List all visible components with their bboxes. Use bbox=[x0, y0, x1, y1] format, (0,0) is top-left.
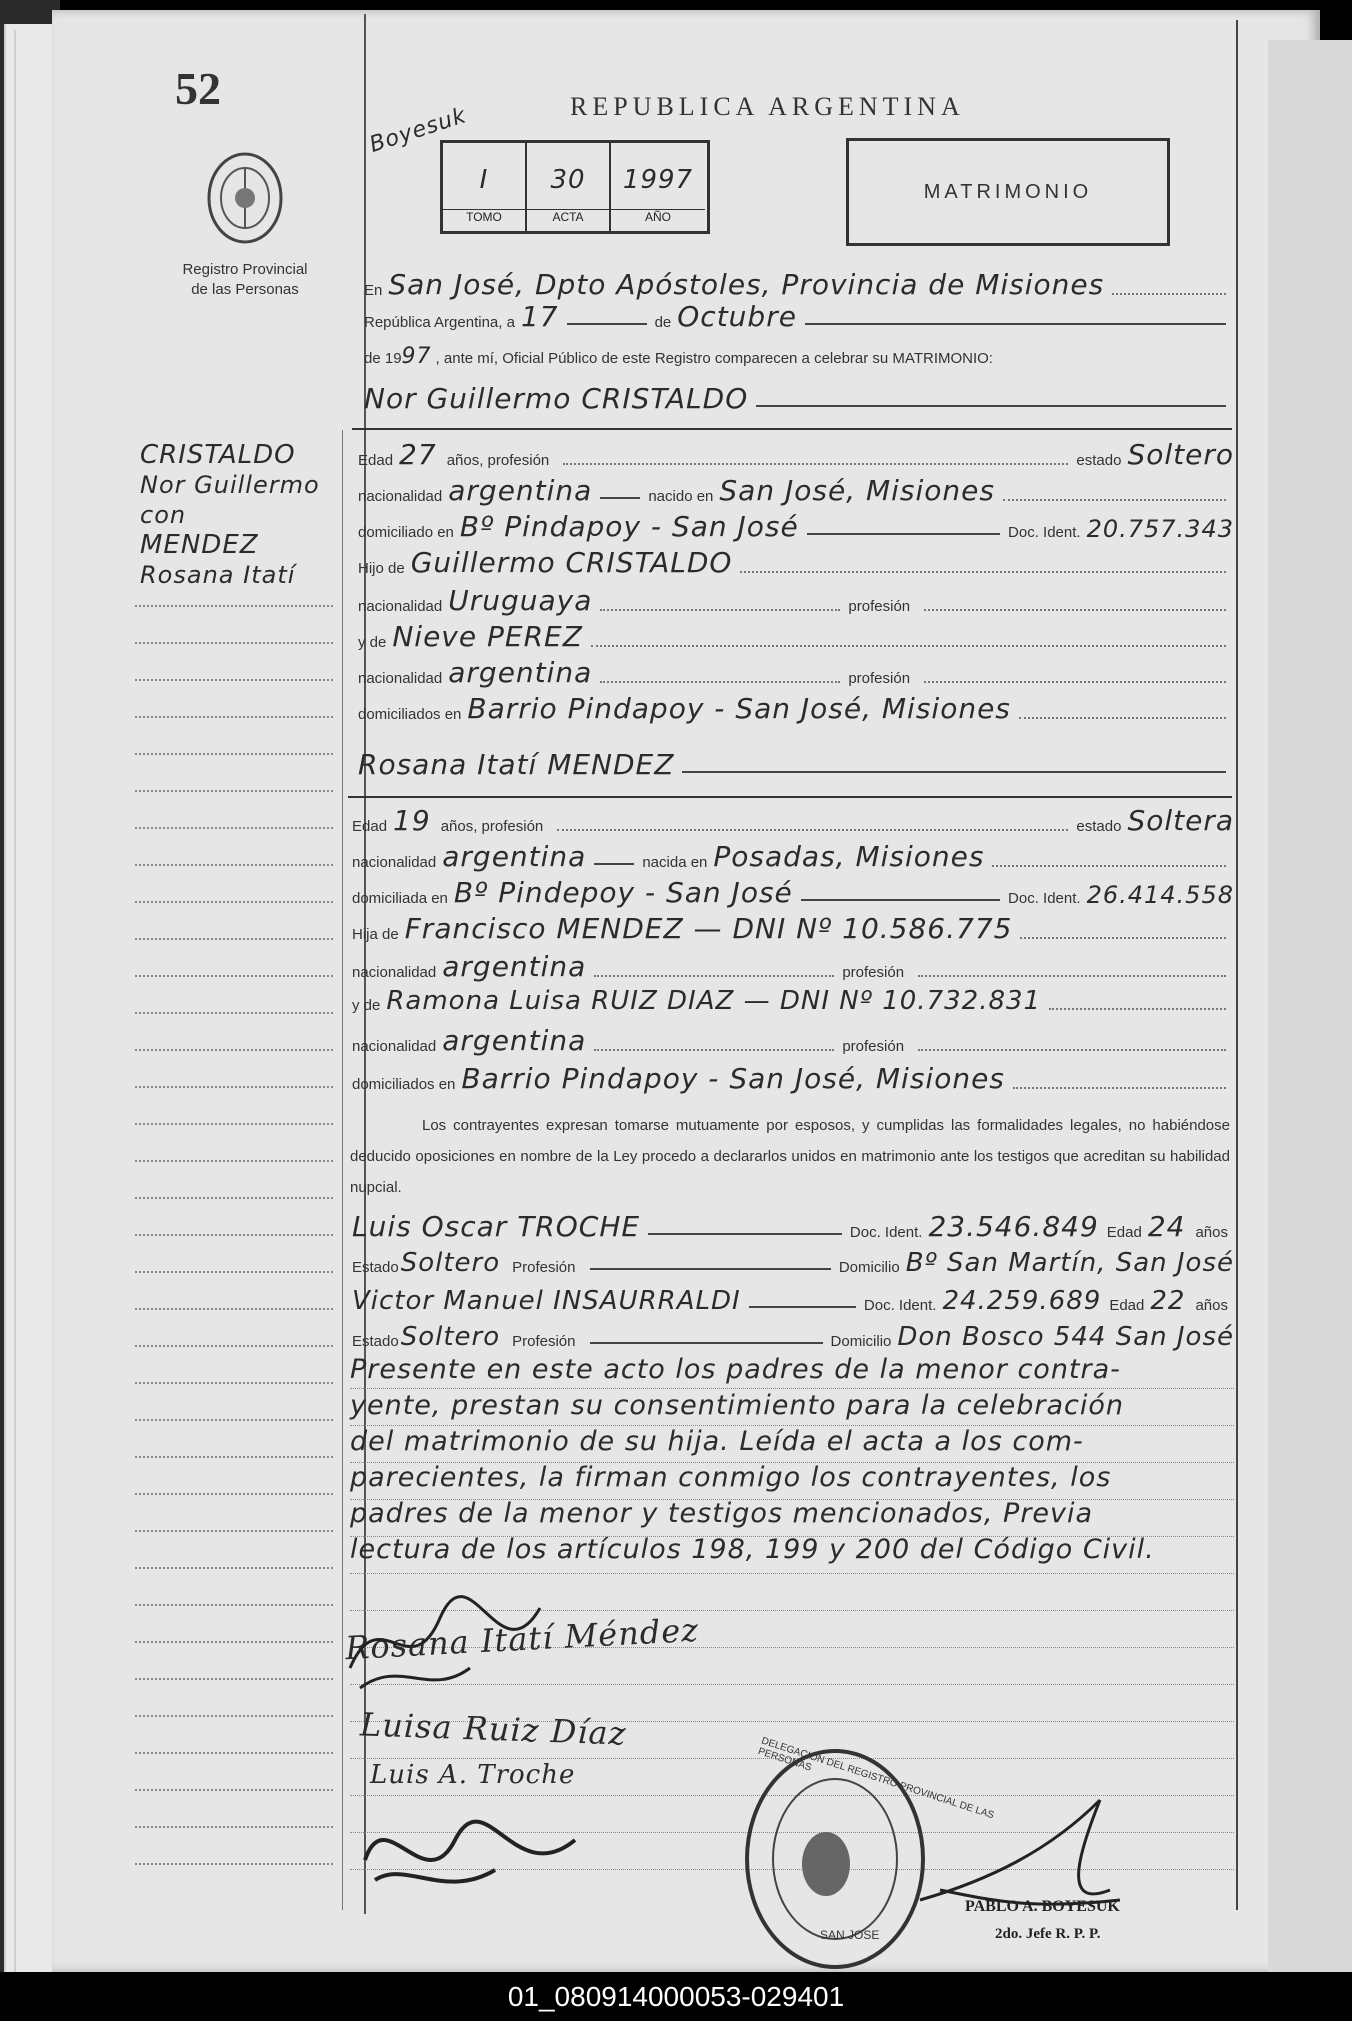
bride-parents-address: Barrio Pindapoy - San José, Misiones bbox=[461, 1062, 1005, 1095]
margin-ruled-line bbox=[135, 1419, 333, 1421]
label-edad: Edad bbox=[1106, 1224, 1142, 1241]
label-nacionalidad: nacionalidad bbox=[352, 964, 437, 981]
dotted-line bbox=[594, 975, 834, 977]
margin-ruled-line bbox=[135, 1456, 333, 1458]
marriage-month: Octubre bbox=[677, 300, 797, 333]
anio-label: AÑO bbox=[611, 209, 705, 224]
bride-address: Bº Pindepoy - San José bbox=[453, 876, 793, 909]
groom-father-row bbox=[358, 546, 1234, 579]
dotted-line bbox=[924, 609, 1226, 611]
bride-doc: 26.414.558 bbox=[1086, 881, 1234, 909]
dotted-line bbox=[557, 829, 1068, 831]
signature-bride: Rosana Itatí Méndez bbox=[344, 1610, 700, 1668]
intro-place-row bbox=[364, 268, 1234, 301]
margin-ruled-line bbox=[135, 605, 333, 607]
margin-ruled-line bbox=[135, 790, 333, 792]
witness2-doc: 24.259.689 bbox=[942, 1286, 1102, 1316]
margin-ruled-line bbox=[135, 1197, 333, 1199]
dotted-line bbox=[1112, 293, 1226, 295]
dotted-line bbox=[918, 1049, 1226, 1051]
witness1-row bbox=[352, 1210, 1234, 1243]
groom-mother-nationality: argentina bbox=[448, 656, 593, 689]
witness2-address: Don Bosco 544 San José bbox=[897, 1322, 1234, 1352]
note-line: Presente en este acto los padres de la menor contra- bbox=[350, 1354, 1121, 1385]
line bbox=[567, 323, 647, 325]
bride-address-row bbox=[352, 876, 1234, 909]
margin-ruled-line bbox=[135, 1678, 333, 1680]
groom-address-row bbox=[358, 510, 1234, 543]
margin-ruled-line bbox=[135, 1382, 333, 1384]
margin-ruled-line bbox=[135, 1604, 333, 1606]
margin-ruled-line bbox=[135, 1715, 333, 1717]
margin-ruled-line bbox=[135, 1271, 333, 1273]
margin-ruled-line bbox=[135, 1641, 333, 1643]
label-domiciliado: domiciliado en bbox=[358, 524, 454, 541]
intro-year-row bbox=[364, 344, 1234, 369]
intro-date-row bbox=[364, 300, 1234, 333]
label-domiciliados: domiciliados en bbox=[358, 706, 462, 723]
label-domiciliada: domiciliada en bbox=[352, 890, 448, 907]
line bbox=[801, 899, 1000, 901]
body-ruled-line bbox=[350, 1536, 1234, 1537]
officer-title: 2do. Jefe R. P. P. bbox=[995, 1926, 1101, 1942]
bride-mother-nat-row bbox=[352, 1024, 1234, 1057]
groom-name: Nor Guillermo CRISTALDO bbox=[364, 382, 749, 415]
margin-ruled-line bbox=[135, 716, 333, 718]
dotted-line bbox=[1049, 1008, 1226, 1010]
witness1-details-row bbox=[352, 1248, 1234, 1278]
line bbox=[590, 1342, 823, 1344]
witness2-name: Victor Manuel INSAURRALDI bbox=[352, 1286, 741, 1316]
bride-age-row bbox=[352, 804, 1234, 837]
dotted-line bbox=[740, 571, 1226, 573]
groom-nationality: argentina bbox=[448, 474, 593, 507]
label-year: de 19 bbox=[364, 350, 402, 367]
bride-father-row bbox=[352, 912, 1234, 945]
note-line: yente, prestan su consentimiento para la celebración bbox=[350, 1390, 1125, 1421]
margin-ruled-line bbox=[135, 938, 333, 940]
margin-ruled-line bbox=[135, 827, 333, 829]
line bbox=[807, 533, 1000, 535]
label-anos: años bbox=[1195, 1224, 1228, 1241]
tomo-label: TOMO bbox=[443, 209, 525, 224]
line bbox=[805, 323, 1226, 325]
groom-mother: Nieve PEREZ bbox=[392, 620, 583, 653]
label-profesion: Profesión bbox=[512, 1259, 576, 1276]
dotted-line bbox=[918, 975, 1226, 977]
note-line: padres de la menor y testigos mencionados, Previa bbox=[350, 1498, 1094, 1529]
groom-age-row bbox=[358, 438, 1234, 471]
groom-mother-nat-row bbox=[358, 656, 1234, 689]
acta-value: 30 bbox=[550, 165, 586, 195]
registry-line2: de las Personas bbox=[191, 281, 299, 298]
margin-note-line: Nor Guillermo bbox=[140, 471, 320, 499]
label-hijo-de: Hijo de bbox=[358, 560, 405, 577]
acta-label: ACTA bbox=[527, 209, 609, 224]
label-anos: años bbox=[1195, 1297, 1228, 1314]
label-edad: Edad bbox=[358, 452, 394, 469]
label-profesion: Profesión bbox=[512, 1333, 576, 1350]
groom-birthplace: San José, Misiones bbox=[719, 474, 995, 507]
label-hija-de: Hija de bbox=[352, 926, 399, 943]
margin-note-line: con bbox=[140, 501, 187, 529]
anio-value: 1997 bbox=[622, 165, 694, 195]
label-nacionalidad: nacionalidad bbox=[352, 1038, 437, 1055]
label-estado: Estado bbox=[352, 1333, 399, 1350]
label-estado: Estado bbox=[352, 1259, 399, 1276]
label-y-de: y de bbox=[352, 997, 381, 1014]
record-type: MATRIMONIO bbox=[923, 180, 1093, 203]
bride-nationality-row bbox=[352, 840, 1234, 873]
margin-note bbox=[140, 440, 320, 590]
stamp-text: DELEGACION DEL REGISTRO PROVINCIAL DE LAS PERSONAS bbox=[756, 1735, 996, 1822]
margin-ruled-line bbox=[135, 1863, 333, 1865]
bride-parents-address-row bbox=[352, 1062, 1234, 1095]
signature-mother: Luisa Ruiz Díaz bbox=[359, 1705, 628, 1753]
note-line: del matrimonio de su hija. Leída el acta a los com- bbox=[350, 1426, 1084, 1457]
groom-parents-address: Barrio Pindapoy - San José, Misiones bbox=[467, 692, 1011, 725]
witness2-age: 22 bbox=[1150, 1286, 1186, 1316]
bride-name: Rosana Itatí MENDEZ bbox=[358, 748, 675, 781]
label-en: En bbox=[364, 282, 383, 299]
record-type-box bbox=[846, 138, 1170, 246]
witness2-row bbox=[352, 1286, 1234, 1316]
witness1-civil-status: Soltero bbox=[400, 1248, 501, 1278]
groom-doc: 20.757.343 bbox=[1086, 515, 1234, 543]
note-line: lectura de los artículos 198, 199 y 200 del Código Civil. bbox=[350, 1534, 1155, 1565]
margin-ruled-line bbox=[135, 1086, 333, 1088]
label-doc-ident: Doc. Ident. bbox=[1008, 890, 1081, 907]
dotted-line bbox=[594, 1049, 834, 1051]
signature-witness: Luis A. Troche bbox=[370, 1760, 576, 1790]
scan-footer-id: 01_080914000053-029401 bbox=[0, 1972, 1352, 2021]
witness2-details-row bbox=[352, 1322, 1234, 1352]
header-title: REPUBLICA ARGENTINA bbox=[570, 92, 965, 121]
label-nacida-en: nacida en bbox=[642, 854, 708, 871]
bride-birthplace: Posadas, Misiones bbox=[713, 840, 985, 873]
dotted-line bbox=[600, 681, 840, 683]
bride-mother-row bbox=[352, 986, 1234, 1016]
tomo-value: I bbox=[479, 165, 489, 195]
margin-ruled-line bbox=[135, 1530, 333, 1532]
body-ruled-line bbox=[350, 1499, 1234, 1500]
margin-ruled-line bbox=[135, 1234, 333, 1236]
label-republica: República Argentina, a bbox=[364, 314, 515, 331]
label-domicilio: Domicilio bbox=[830, 1333, 892, 1350]
dotted-line bbox=[1020, 937, 1226, 939]
witness1-address: Bº San Martín, San José bbox=[905, 1248, 1234, 1278]
body-ruled-line bbox=[350, 1388, 1234, 1389]
marriage-day: 17 bbox=[520, 300, 559, 333]
bride-name-row bbox=[358, 748, 1234, 781]
label-profesion: profesión bbox=[842, 1038, 905, 1055]
separator bbox=[348, 796, 1232, 798]
line bbox=[756, 405, 1226, 407]
page-number: 52 bbox=[175, 63, 221, 114]
groom-civil-status: Soltero bbox=[1127, 438, 1234, 471]
declaration-text: Los contrayentes expresan tomarse mutuamente por esposos, y cumplidas las formalidades legales, no habiéndose deducido oposiciones en nombre de la Ley procedo a declararlos unidos en matrimonio ante los testigos que acreditan su habilidad nupcial. bbox=[350, 1117, 1230, 1196]
margin-ruled-line bbox=[135, 1567, 333, 1569]
label-doc-ident: Doc. Ident. bbox=[863, 1297, 937, 1314]
label-y-de: y de bbox=[358, 634, 387, 651]
margin-ruled-line bbox=[135, 679, 333, 681]
groom-age: 27 bbox=[399, 438, 437, 471]
margin-ruled-line bbox=[135, 1345, 333, 1347]
marriage-place: San José, Dpto Apóstoles, Provincia de Misiones bbox=[388, 268, 1105, 301]
bride-father-nat-row bbox=[352, 950, 1234, 983]
registry-line1: Registro Provincial bbox=[182, 261, 308, 278]
dotted-line bbox=[1019, 717, 1226, 719]
marriage-year: 97 bbox=[401, 344, 432, 369]
label-estado: estado bbox=[1076, 818, 1122, 835]
body-ruled-line bbox=[350, 1425, 1234, 1426]
margin-ruled-line bbox=[135, 1493, 333, 1495]
label-nacionalidad: nacionalidad bbox=[352, 854, 437, 871]
label-anos-profesion: años, profesión bbox=[440, 818, 544, 835]
bride-age: 19 bbox=[393, 804, 431, 837]
bride-father: Francisco MENDEZ — DNI Nº 10.586.775 bbox=[404, 912, 1013, 945]
right-rule bbox=[1236, 20, 1238, 1910]
witness1-name: Luis Oscar TROCHE bbox=[352, 1210, 641, 1243]
signature-scribble bbox=[340, 1578, 600, 1698]
stamp-bottom-text: SAN JOSE bbox=[820, 1928, 880, 1942]
margin-note-line: MENDEZ bbox=[140, 530, 259, 560]
margin-ruled-line bbox=[135, 1789, 333, 1791]
witness1-doc: 23.546.849 bbox=[928, 1210, 1099, 1243]
groom-address: Bº Pindapoy - San José bbox=[459, 510, 799, 543]
margin-ruled-line bbox=[135, 975, 333, 977]
bride-nationality: argentina bbox=[442, 840, 587, 873]
intro-text: , ante mí, Oficial Público de este Registro comparecen a celebrar su MATRIMONIO: bbox=[435, 350, 993, 367]
margin-note-line: Rosana Itatí bbox=[140, 561, 296, 589]
margin-note-line: CRISTALDO bbox=[140, 440, 296, 470]
line bbox=[594, 863, 634, 865]
label-profesion: profesión bbox=[848, 670, 911, 687]
note-line: parecientes, la firman conmigo los contrayentes, los bbox=[350, 1462, 1112, 1493]
label-doc-ident: Doc. Ident. bbox=[1008, 524, 1081, 541]
label-domiciliados: domiciliados en bbox=[352, 1076, 456, 1093]
right-page-edge bbox=[1268, 40, 1352, 1972]
signature-officer-scribble bbox=[345, 1800, 605, 1910]
dotted-line bbox=[924, 681, 1226, 683]
margin-ruled-line bbox=[135, 1752, 333, 1754]
margin-ruled-line bbox=[135, 901, 333, 903]
groom-parents-address-row bbox=[358, 692, 1234, 725]
label-estado: estado bbox=[1076, 452, 1122, 469]
dotted-line bbox=[591, 645, 1226, 647]
label-nacionalidad: nacionalidad bbox=[358, 488, 443, 505]
label-profesion: profesión bbox=[848, 598, 911, 615]
dotted-line bbox=[1013, 1087, 1226, 1089]
witness2-civil-status: Soltero bbox=[400, 1322, 501, 1352]
label-nacionalidad: nacionalidad bbox=[358, 598, 443, 615]
separator bbox=[352, 428, 1232, 430]
line bbox=[600, 497, 640, 499]
witness1-age: 24 bbox=[1147, 1210, 1186, 1243]
dotted-line bbox=[563, 463, 1068, 465]
registry-label bbox=[165, 260, 325, 300]
label-nacido-en: nacido en bbox=[648, 488, 714, 505]
bride-mother-nationality: argentina bbox=[442, 1024, 587, 1057]
label-de: de bbox=[654, 314, 672, 331]
margin-ruled-line bbox=[135, 1308, 333, 1310]
label-anos-profesion: años, profesión bbox=[446, 452, 550, 469]
groom-nationality-row bbox=[358, 474, 1234, 507]
dotted-line bbox=[1003, 499, 1226, 501]
record-number-box bbox=[440, 140, 710, 234]
label-profesion: profesión bbox=[842, 964, 905, 981]
officer-name: PABLO A. BOYESUK bbox=[965, 1898, 1120, 1915]
margin-ruled-line bbox=[135, 753, 333, 755]
handwritten-surname: Boyesuk bbox=[366, 103, 470, 158]
line bbox=[648, 1233, 842, 1235]
margin-ruled-line bbox=[135, 1012, 333, 1014]
bride-civil-status: Soltera bbox=[1127, 804, 1234, 837]
misiones-crest-icon bbox=[205, 148, 285, 248]
groom-name-row bbox=[364, 382, 1234, 415]
label-edad: Edad bbox=[1109, 1297, 1145, 1314]
margin-ruled-line bbox=[135, 1160, 333, 1162]
body-ruled-line bbox=[350, 1462, 1234, 1463]
bride-father-nationality: argentina bbox=[442, 950, 587, 983]
label-domicilio: Domicilio bbox=[838, 1259, 900, 1276]
line bbox=[682, 771, 1226, 773]
groom-father-nat-row bbox=[358, 584, 1234, 617]
groom-father: Guillermo CRISTALDO bbox=[410, 546, 733, 579]
label-doc-ident: Doc. Ident. bbox=[849, 1224, 923, 1241]
groom-father-nationality: Uruguaya bbox=[448, 584, 593, 617]
bride-mother: Ramona Luisa RUIZ DIAZ — DNI Nº 10.732.831 bbox=[386, 986, 1042, 1016]
label-nacionalidad: nacionalidad bbox=[358, 670, 443, 687]
dotted-line bbox=[992, 865, 1226, 867]
body-ruled-line bbox=[350, 1573, 1234, 1574]
dotted-line bbox=[600, 609, 840, 611]
label-edad: Edad bbox=[352, 818, 388, 835]
margin-ruled-line bbox=[135, 1049, 333, 1051]
margin-ruled-line bbox=[135, 642, 333, 644]
margin-ruled-line bbox=[135, 1123, 333, 1125]
margin-ruled-line bbox=[135, 864, 333, 866]
line bbox=[749, 1306, 856, 1308]
line bbox=[590, 1268, 831, 1270]
groom-mother-row bbox=[358, 620, 1234, 653]
margin-ruled-line bbox=[135, 1826, 333, 1828]
